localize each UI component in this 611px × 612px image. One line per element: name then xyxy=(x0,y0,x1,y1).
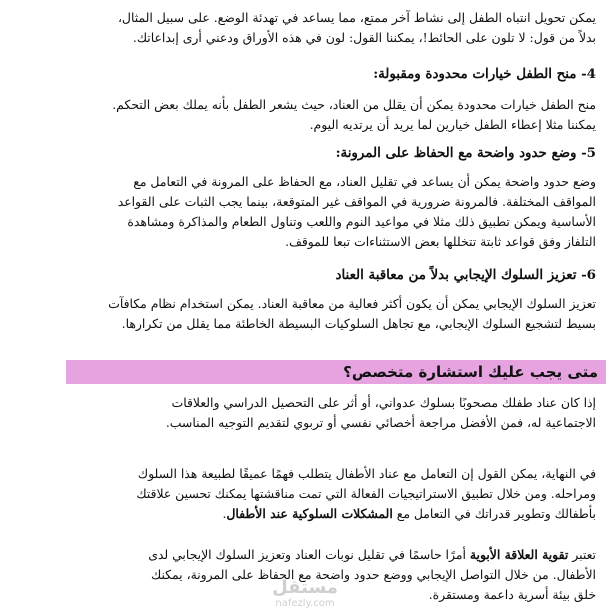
section6-paragraph xyxy=(66,294,596,334)
text-run: أمرًا حاسمًا في تقليل نوبات العناد وتعزيز السلوك الإيجابي لدى xyxy=(148,547,470,562)
text-line xyxy=(66,545,596,565)
text-line: الاجتماعية له، فمن الأفضل مراجعة أخصائي نفسي أو تربوي لتقديم التوجيه المناسب. xyxy=(165,415,596,430)
text-line: إذا كان عناد طفلك مصحوبًا بسلوك عدواني، أو أثر على التحصيل الدراسي والعلاقات xyxy=(171,395,596,410)
watermark-latin: nafezly.com xyxy=(275,598,335,609)
watermark xyxy=(230,578,380,610)
text-line: يمكننا مثلا إعطاء الطفل خيارين لما يريد أن يرتديه اليوم. xyxy=(309,117,596,132)
text-line: الأطفال. من خلال التواصل الإيجابي ووضع حدود واضحة مع الحفاظ على المرونة، يمكنك xyxy=(151,567,596,582)
section4-paragraph xyxy=(66,95,596,135)
conclusion-paragraph xyxy=(66,464,596,524)
text-line: في النهاية، يمكن القول إن التعامل مع عناد الأطفال يتطلب فهمًا عميقًا لطبيعة هذا السلوك xyxy=(137,466,596,481)
specialist-banner: متى يجب عليك استشارة متخصص؟ xyxy=(66,360,606,384)
text-line: وضع حدود واضحة يمكن أن يساعد في تقليل العناد، مع الحفاظ على المرونة في التعامل مع xyxy=(133,174,596,189)
text-line: الأساسية ويمكن تطبيق ذلك مثلا في مواعيد النوم واللعب وتناول الطعام والمذاكرة ومشاهدة xyxy=(127,214,596,229)
text-line: ومراحله. ومن خلال تطبيق الاستراتيجيات الفعالة التي تمت مناقشتها يمكنك تحسين علاقتك xyxy=(136,486,596,501)
text-line: بسيط لتشجيع السلوك الإيجابي، مع تجاهل السلوكيات البسيطة الخاطئة مما يقلل من تكرارها. xyxy=(121,316,596,331)
bold-phrase: المشكلات السلوكية عند الأطفال xyxy=(226,506,393,521)
specialist-paragraph xyxy=(66,393,596,433)
text-line: خلق بيئة أسرية داعمة ومستقرة. xyxy=(428,587,596,602)
text-line: تعزيز السلوك الإيجابي يمكن أن يكون أكثر فعالية من معاقبة العناد. يمكن استخدام نظام مكافآت xyxy=(108,296,596,311)
text-run: . xyxy=(222,506,227,521)
text-line: منح الطفل خيارات محدودة يمكن أن يقلل من العناد، حيث يشعر الطفل بأنه يملك بعض التحكم. xyxy=(112,97,596,112)
text-line: المواقف المختلفة. فالمرونة ضرورية في المواقف غير المتوقعة، بينما يجب الثبات على القواعد xyxy=(117,194,596,209)
watermark-arabic: مستقل xyxy=(272,577,338,598)
section4-heading: 4- منح الطفل خيارات محدودة ومقبولة: xyxy=(373,66,596,82)
text-line: يمكن تحويل انتباه الطفل إلى نشاط آخر ممتع، مما يساعد في تهدئة الوضع. على سبيل المثال، xyxy=(117,10,596,25)
text-line: التلفاز وفق قواعد ثابتة تتخللها بعض الاستثناءات تبعا للموقف. xyxy=(285,234,596,249)
text-run: تعتبر xyxy=(568,547,596,562)
section5-heading: 5- وضع حدود واضحة مع الحفاظ على المرونة: xyxy=(335,145,596,161)
section5-paragraph xyxy=(66,172,596,252)
section3-paragraph xyxy=(66,8,596,48)
text-line xyxy=(66,504,596,524)
text-line: بدلاً من قول: لا تلون على الحائط!، يمكننا القول: لون في هذه الأوراق ودعني أرى إبداعاتك. xyxy=(132,30,596,45)
text-run: بأطفالك وتطوير قدراتك في التعامل مع xyxy=(392,506,596,521)
section6-heading: 6- تعزيز السلوك الإيجابي بدلاً من معاقبة العناد xyxy=(335,267,596,283)
bold-phrase: تقوية العلاقة الأبوية xyxy=(469,547,569,562)
